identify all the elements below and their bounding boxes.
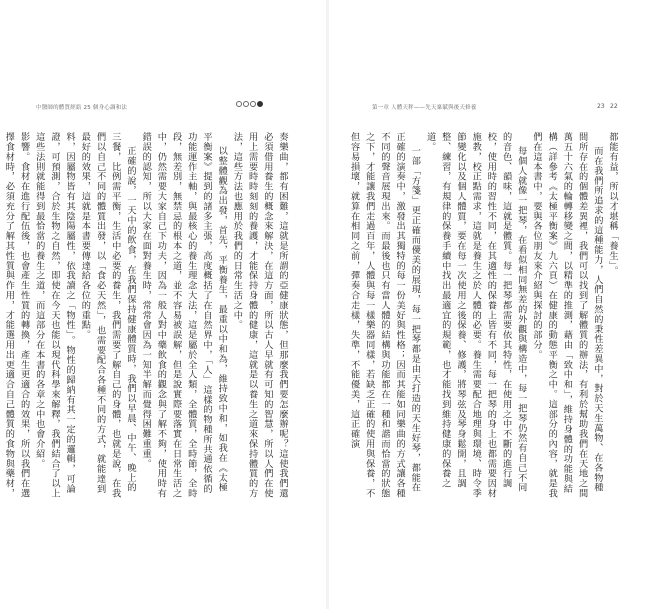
paragraph: 每個人就像一把琴，在看似相同無差的外觀與構造中，每一把琴仍然有自己不同的音色、韻味，這就是體質。每一把琴都需要依其特性，在使用之中不斷的進行調校，使用時的習性不同，在其適性的保養上皆有不同，每一把琴的身上也都需要因材施教，校正點需求，這就是養生之於人體的必要。養生需要配合地理與環境、時令季節變化以及個人體質，要在每一次使用之後保養、修護，將琴弦及琴身鬆開，且調整、練習，有規律的保養手續中找出最適宜的規範，也才能找到維持健康的保養之道。	[424, 132, 527, 499]
right-page-body-text	[348, 132, 620, 502]
paragraph: 料，因屬物皆有其陰陽屬性，依我讀之「物性」。物性的歸納有其一定的邏輯，可論證，可預測，合於生物之自然，即使在今天也能以現代科學來解釋，我們結合了以上這些法則就能得到最恰當的養生之道，而這部分在本書的各章之中也會介紹。	[33, 132, 76, 499]
right-page	[330, 0, 655, 609]
left-page-body-text	[3, 132, 290, 502]
circle-icon	[250, 101, 256, 107]
circle-icon	[236, 101, 242, 107]
paragraph: 正確的說，一天中的飲食，在我們保持健康體質時，我們以早晨、中午、晚上的三餐，比例需平衡，生活中必要的養生，我們需要了解自己的身體，也就是說，在我們以自己不同的體質出發，以「食必天然」，也需要配合各種不同的方式，就能達到最好的效果，這就是本書要傳達給各位的重點。	[79, 132, 136, 499]
running-head-left: 中醫師的體質經絡 25 個身心調和法	[36, 105, 128, 111]
left-page	[0, 0, 325, 609]
paragraph: 以整體觀為出發，首先，平衡養生，最重以中和為，維持致中和，如我在《太極平衡案》提到的諸多主張，高度概括了在自然界中，「人」這樣的物種所共通依循的功能運作主軸，與最核心的養生理念大法，這是屬於全人類，全體質，全時節，全時段，無差別，無禁忌的根本之道，並不容易被誤解，但是說實際要落實在日常生活之中，仍然需要大家自己下功夫，因為一般人對中藥飲食的觀念與了解不夠，使用時有錯誤的認知，所以大家在面對養生時，常常會因為一知半解而覺得困難重重。	[140, 132, 228, 499]
paragraph: 都能有益，所以才堪稱「養生」。	[607, 132, 618, 276]
running-head-right: 第一章 人體天秤——先天稟賦與後天修養	[372, 105, 477, 111]
circle-icon	[243, 101, 249, 107]
paragraph: 一部「方箋」更正確而優美的展現，每一把琴都是由天打造的天生好琴，都能在正確的演奏中，激發出其獨特的每一份美好與性格；因而其能如同樂曲的方式讓各種不同的聲音展現出來。而最後也只有當人體的結構與功能都在一種和諧而恰當的狀態之下，才能讓我們走過百年，人體與每一樣樂器同樣，若缺乏正確的使用與保養，不但容易損壞，就算在相同之前，彈奏合走樣，失準，不能優美，這正確演	[348, 132, 421, 499]
page-number-a: 23	[597, 103, 605, 110]
paragraph: 而在我們所追求的這種能力，人們自然的秉性差異中，對於天生萬物、在各物種間所存在的個體差異裡，我們可以找到了解體質的辦法，有利於幫助我們在天地之間萬五十六氣的輪轉移變之間，以精準的推測，藉由「致中和」，維持身體的功能與結構（詳參考《太極平衡案》九六頁）在健康的動態平衡之中。這部分的內容，就是我們在這本書中，要與各位朋友來介紹與探討的部分。	[530, 132, 603, 499]
filled-circle-icon	[257, 101, 263, 107]
paragraph: 影響。食材在進行配伍後，也會產生性質的轉換，產生更適合的效果，所以我們在選擇食材時，必須充分了解其性質與作用，才能選用出更適合自己體質的食物與藥材，	[3, 132, 30, 499]
book-gutter	[326, 0, 329, 609]
page-number-b: 22	[610, 103, 618, 110]
section-marker-icon	[236, 101, 263, 107]
paragraph: 奏樂曲，都有困難，這就是所謂的亞健康狀態，但那麼我們要怎麼辦呢？這使我們還必須借用養生的概念來解決，在這方面，所以古人早就有可知的智慧，所以人們在使用上需要時時刻刻的養護，才能保持身體的健康，這就是以養生之道來保持體質的方法，這些方法也應用於我們的日常生活之中。	[231, 132, 288, 499]
